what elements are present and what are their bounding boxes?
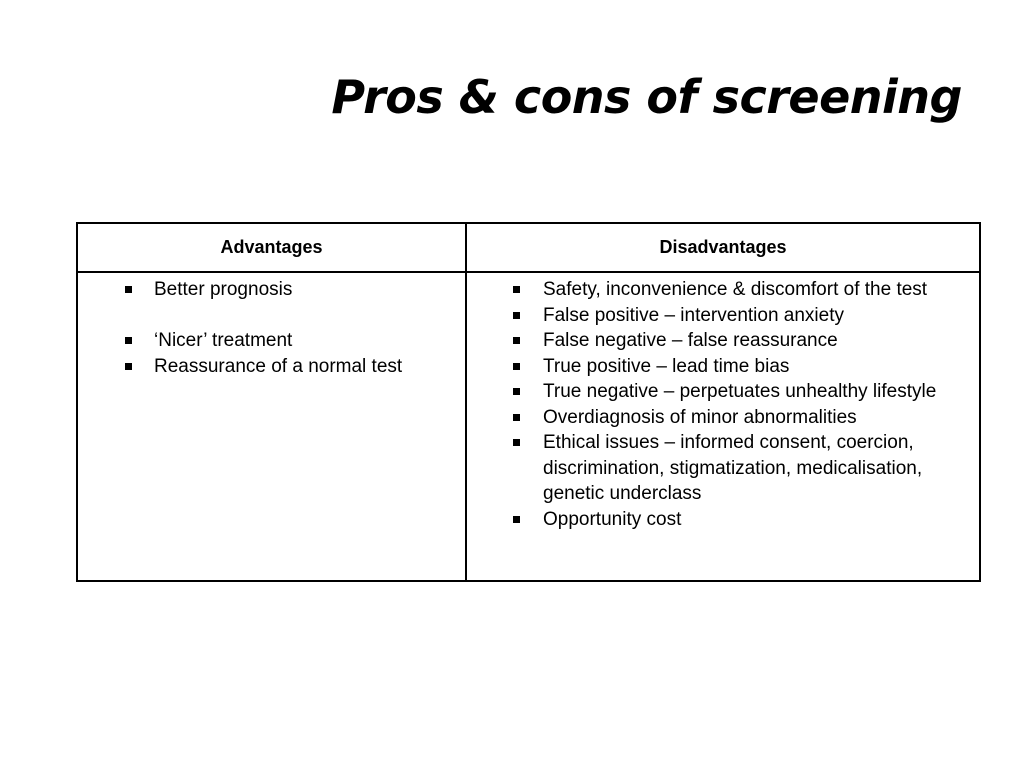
- list-item: [78, 277, 465, 303]
- square-bullet-icon: [513, 312, 520, 319]
- slide-title: Pros & cons of screening: [331, 70, 962, 124]
- list-item: [467, 303, 979, 329]
- disadvantage-text: True positive – lead time bias: [543, 355, 790, 377]
- advantages-body: [78, 273, 465, 580]
- list-item: [78, 328, 465, 354]
- disadvantages-list: [467, 277, 979, 532]
- pros-cons-table: [76, 222, 981, 582]
- disadvantage-text: True negative – perpetuates unhealthy lifestyle: [543, 381, 937, 402]
- disadvantage-text: Opportunity cost: [543, 508, 682, 530]
- advantage-text: Reassurance of a normal test: [154, 355, 403, 377]
- list-item: [467, 354, 979, 380]
- advantage-text: ‘Nicer’ treatment: [154, 330, 293, 351]
- disadvantage-text: False negative – false reassurance: [543, 330, 838, 351]
- disadvantage-text: False positive – intervention anxiety: [543, 304, 844, 326]
- advantages-list: [78, 277, 465, 379]
- disadvantages-column: [467, 224, 979, 580]
- square-bullet-icon: [513, 388, 520, 395]
- advantages-column: [78, 224, 467, 580]
- list-item: [467, 430, 979, 507]
- square-bullet-icon: [513, 286, 520, 293]
- square-bullet-icon: [125, 286, 132, 293]
- list-item: [467, 379, 979, 405]
- disadvantage-text: Ethical issues – informed consent, coercion, discrimination, stigmatization, medicalisation, genetic underclass: [543, 432, 923, 504]
- list-item: [78, 354, 465, 380]
- square-bullet-icon: [513, 414, 520, 421]
- disadvantage-text: Safety, inconvenience & discomfort of the test: [543, 279, 928, 300]
- disadvantages-body: [467, 273, 979, 580]
- disadvantages-header: Disadvantages: [467, 224, 979, 273]
- advantage-text: Better prognosis: [154, 279, 293, 300]
- square-bullet-icon: [513, 337, 520, 344]
- list-item: [467, 405, 979, 431]
- list-item: [467, 277, 979, 303]
- square-bullet-icon: [513, 363, 520, 370]
- disadvantage-text: Overdiagnosis of minor abnormalities: [543, 406, 857, 428]
- square-bullet-icon: [125, 337, 132, 344]
- square-bullet-icon: [513, 439, 520, 446]
- list-spacer: [78, 303, 465, 329]
- square-bullet-icon: [125, 363, 132, 370]
- list-item: [467, 507, 979, 533]
- square-bullet-icon: [513, 516, 520, 523]
- list-item: [467, 328, 979, 354]
- advantages-header: Advantages: [78, 224, 465, 273]
